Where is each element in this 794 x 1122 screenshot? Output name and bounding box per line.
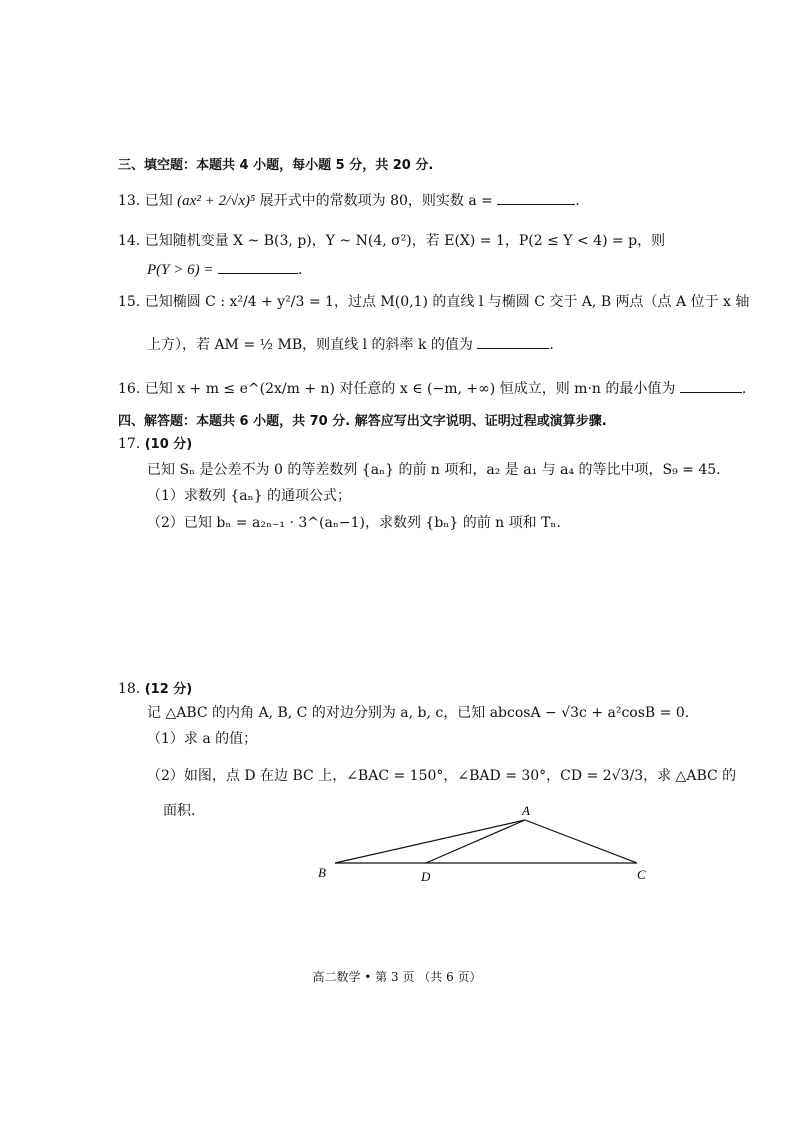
q17-number: 17. bbox=[118, 436, 141, 452]
label-b: B bbox=[318, 865, 326, 880]
section3-heading: 三、填空题：本题共 4 小题，每小题 5 分，共 20 分. bbox=[118, 158, 434, 173]
q17-part2: （2）已知 bₙ = a₂ₙ₋₁ · 3^(aₙ−1)，求数列 {bₙ} 的前 n 项和 Tₙ. bbox=[147, 515, 561, 531]
segment-ad bbox=[426, 820, 525, 863]
q15-end: . bbox=[549, 337, 554, 353]
q14-line2: P(Y > 6) = bbox=[147, 262, 214, 278]
q17-stem: 已知 Sₙ 是公差不为 0 的等差数列 {aₙ} 的前 n 项和，a₂ 是 a₁ 与 a₄ 的等比中项，S₉ = 45. bbox=[147, 462, 721, 478]
question-14-line1 bbox=[118, 231, 665, 251]
q13-answer-blank[interactable] bbox=[497, 190, 575, 205]
q18-stem: 记 △ABC 的内角 A, B, C 的对边分别为 a, b, c，已知 abcosA − √3c + a²cosB = 0. bbox=[147, 705, 690, 721]
q14-number: 14. bbox=[118, 233, 141, 249]
label-c: C bbox=[637, 867, 646, 882]
segment-ac bbox=[525, 820, 637, 863]
q15-answer-blank[interactable] bbox=[477, 334, 549, 349]
q13-text: 展开式中的常数项为 80，则实数 a = bbox=[259, 193, 493, 209]
segment-ab bbox=[335, 820, 525, 863]
question-16 bbox=[118, 378, 746, 399]
q17-score: (10 分) bbox=[144, 437, 193, 452]
q16-text: 已知 x + m ≤ e^(2x/m + n) 对任意的 x ∈ (−m, +∞) 恒成立，则 m·n 的最小值为 bbox=[144, 381, 676, 397]
q13-expression: (ax² + 2/√x)⁵ bbox=[177, 193, 256, 209]
q16-number: 16. bbox=[118, 381, 141, 397]
q15-line2: 上方），若 AM = ½ MB，则直线 l 的斜率 k 的值为 bbox=[147, 337, 473, 353]
question-13 bbox=[118, 190, 580, 211]
q16-answer-blank[interactable] bbox=[680, 378, 742, 393]
q18-number: 18. bbox=[118, 681, 141, 697]
q15-number: 15. bbox=[118, 294, 141, 310]
q14-end: . bbox=[297, 262, 303, 278]
q18-part1: （1）求 a 的值； bbox=[147, 731, 258, 747]
label-a: A bbox=[522, 805, 530, 818]
question-17-header bbox=[118, 434, 192, 455]
question-18-header bbox=[118, 679, 192, 700]
q18-part2: （2）如图，点 D 在边 BC 上，∠BAC = 150°，∠BAD = 30°，CD = 2√3/3，求 △ABC 的 bbox=[147, 768, 737, 784]
q14-answer-blank[interactable] bbox=[218, 259, 298, 274]
q17-part1: （1）求数列 {aₙ} 的通项公式； bbox=[147, 488, 352, 504]
q18-score: (12 分) bbox=[144, 682, 193, 697]
question-15-line2 bbox=[147, 334, 554, 355]
section4-heading: 四、解答题：本题共 6 小题，共 70 分. 解答应写出文字说明、证明过程或演算步骤. bbox=[118, 414, 607, 429]
triangle-figure bbox=[300, 805, 660, 885]
q15-line1: 已知椭圆 C : x²/4 + y²/3 = 1，过点 M(0,1) 的直线 l 与椭圆 C 交于 A, B 两点（点 A 位于 x 轴 bbox=[144, 294, 750, 310]
question-14-line2 bbox=[147, 259, 302, 280]
q18-part2-cont: 面积. bbox=[163, 803, 196, 819]
q14-line1: 已知随机变量 X ~ B(3, p)，Y ~ N(4, σ²)，若 E(X) = 1，P(2 ≤ Y < 4) = p，则 bbox=[144, 233, 666, 249]
q13-end: . bbox=[575, 193, 580, 209]
q13-number: 13. bbox=[118, 193, 141, 209]
q16-end: . bbox=[741, 381, 747, 397]
label-d: D bbox=[421, 869, 431, 884]
q13-prefix: 已知 bbox=[144, 193, 173, 209]
question-15-line1 bbox=[118, 292, 749, 312]
page-footer: 高二数学 • 第 3 页 （共 6 页） bbox=[312, 970, 482, 984]
